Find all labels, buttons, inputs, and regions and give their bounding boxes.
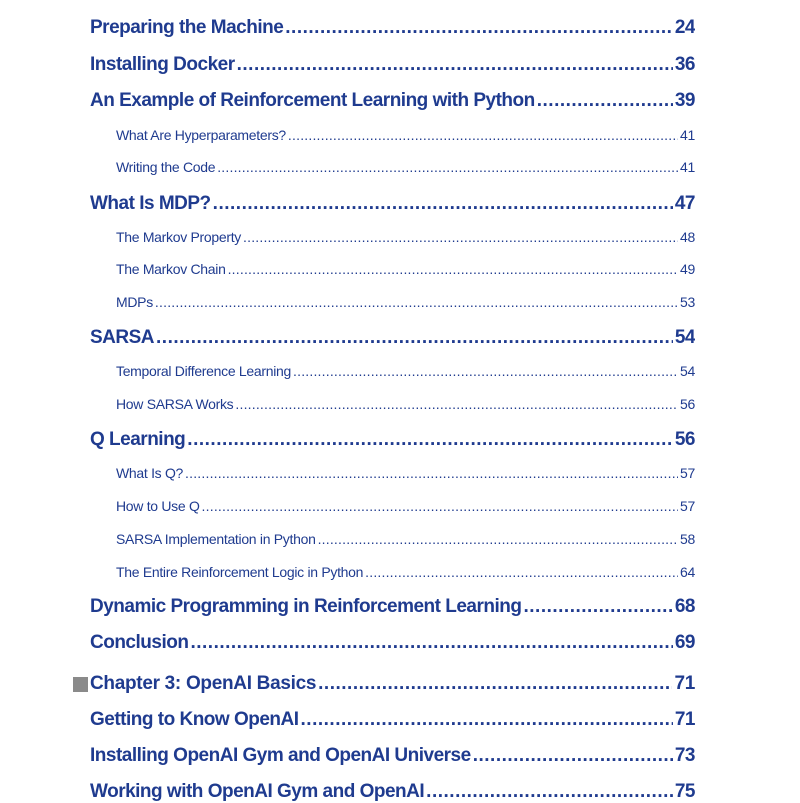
toc-entry-title: What Is Q? bbox=[116, 465, 184, 481]
toc-entry-title: The Markov Property bbox=[116, 229, 242, 245]
toc-subentry[interactable] bbox=[116, 498, 695, 514]
toc-entry-title: What Is MDP? bbox=[90, 193, 211, 214]
toc-entry-title: Getting to Know OpenAI bbox=[90, 709, 299, 730]
toc-leader-dots bbox=[301, 709, 673, 731]
toc-entry-page: 58 bbox=[680, 531, 695, 547]
toc-leader-dots bbox=[523, 596, 672, 618]
toc-entry-page: 53 bbox=[680, 294, 695, 310]
toc-entry-page: 49 bbox=[680, 261, 695, 277]
toc-entry[interactable] bbox=[90, 90, 695, 112]
toc-leader-dots bbox=[537, 90, 673, 112]
toc-leader-dots bbox=[213, 193, 673, 215]
toc-entry-page: 57 bbox=[680, 465, 695, 481]
toc-entry-title: Writing the Code bbox=[116, 159, 216, 175]
toc-subentry[interactable] bbox=[116, 396, 695, 412]
toc-entry[interactable] bbox=[90, 709, 695, 731]
toc-subentry[interactable] bbox=[116, 159, 695, 175]
toc-entry-title: Installing Docker bbox=[90, 54, 235, 75]
toc-entry-page: 75 bbox=[674, 781, 695, 802]
toc-leader-dots bbox=[365, 564, 678, 580]
toc-entry-title: MDPs bbox=[116, 294, 153, 310]
toc-subentry[interactable] bbox=[116, 229, 695, 245]
toc-leader-dots bbox=[155, 294, 678, 310]
toc-entry-page: 69 bbox=[674, 632, 695, 653]
toc-entry-title: Temporal Difference Learning bbox=[116, 363, 292, 379]
toc-leader-dots bbox=[156, 327, 673, 349]
toc-leader-dots bbox=[228, 261, 678, 277]
toc-leader-dots bbox=[190, 632, 672, 654]
toc-leader-dots bbox=[237, 54, 673, 76]
toc-entry-title: The Entire Reinforcement Logic in Python bbox=[116, 564, 364, 580]
toc-leader-dots bbox=[185, 465, 678, 481]
toc-leader-dots bbox=[288, 127, 678, 143]
toc-entry-page: 73 bbox=[674, 745, 695, 766]
toc-entry[interactable] bbox=[90, 327, 695, 349]
toc-entry-title: How to Use Q bbox=[116, 498, 200, 514]
toc-subentry[interactable] bbox=[116, 564, 695, 580]
toc-subentry[interactable] bbox=[116, 531, 695, 547]
toc-leader-dots bbox=[187, 429, 673, 451]
toc-leader-dots bbox=[318, 531, 678, 547]
toc-leader-dots bbox=[293, 363, 678, 379]
toc-entry-page: 54 bbox=[680, 363, 695, 379]
toc-entry-page: 56 bbox=[680, 396, 695, 412]
toc-entry-title: Installing OpenAI Gym and OpenAI Universe bbox=[90, 745, 471, 766]
toc-entry[interactable] bbox=[90, 17, 695, 39]
toc-entry[interactable] bbox=[90, 596, 695, 618]
toc-entry-page: 41 bbox=[680, 159, 695, 175]
toc-entry-page: 64 bbox=[680, 564, 695, 580]
toc-entry-page: 36 bbox=[674, 54, 695, 75]
toc-entry-page: 48 bbox=[680, 229, 695, 245]
toc-entry-page: 39 bbox=[674, 90, 695, 111]
toc-entry[interactable] bbox=[90, 429, 695, 451]
toc-leader-dots bbox=[285, 17, 673, 39]
toc-entry-title: Dynamic Programming in Reinforcement Learning bbox=[90, 596, 522, 617]
toc-entry-page: 71 bbox=[674, 673, 695, 694]
toc-subentry[interactable] bbox=[116, 363, 695, 379]
toc-entry-title: SARSA bbox=[90, 327, 155, 348]
toc-entry-title: How SARSA Works bbox=[116, 396, 234, 412]
toc-entry-title: The Markov Chain bbox=[116, 261, 226, 277]
toc-chapter-entry[interactable] bbox=[90, 673, 695, 695]
toc-entry-title: Preparing the Machine bbox=[90, 17, 284, 38]
toc-entry-title: Chapter 3: OpenAI Basics bbox=[90, 673, 317, 694]
toc-entry-title: Working with OpenAI Gym and OpenAI bbox=[90, 781, 425, 802]
toc-leader-dots bbox=[202, 498, 678, 514]
toc-entry[interactable] bbox=[90, 632, 695, 654]
toc-leader-dots bbox=[217, 159, 678, 175]
toc-entry-title: Q Learning bbox=[90, 429, 186, 450]
toc-leader-dots bbox=[235, 396, 678, 412]
toc-entry-title: Conclusion bbox=[90, 632, 189, 653]
toc-entry-page: 54 bbox=[674, 327, 695, 348]
toc-entry-title: SARSA Implementation in Python bbox=[116, 531, 316, 547]
toc-entry-title: What Are Hyperparameters? bbox=[116, 127, 286, 143]
toc-entry-page: 68 bbox=[674, 596, 695, 617]
chapter-marker-icon bbox=[73, 677, 88, 692]
toc-leader-dots bbox=[473, 745, 673, 767]
toc-entry[interactable] bbox=[90, 54, 695, 76]
toc-entry-page: 56 bbox=[674, 429, 695, 450]
toc-entry-page: 24 bbox=[674, 17, 695, 38]
toc-subentry[interactable] bbox=[116, 294, 695, 310]
toc-subentry[interactable] bbox=[116, 465, 695, 481]
toc-entry-page: 41 bbox=[680, 127, 695, 143]
toc-entry-page: 47 bbox=[674, 193, 695, 214]
toc-entry-page: 71 bbox=[674, 709, 695, 730]
toc-entry[interactable] bbox=[90, 745, 695, 767]
toc-entry[interactable] bbox=[90, 193, 695, 215]
toc-entry-title: An Example of Reinforcement Learning with Python bbox=[90, 90, 535, 111]
toc-entry-page: 57 bbox=[680, 498, 695, 514]
toc-subentry[interactable] bbox=[116, 261, 695, 277]
toc-leader-dots bbox=[318, 673, 672, 695]
toc-subentry[interactable] bbox=[116, 127, 695, 143]
toc-leader-dots bbox=[243, 229, 678, 245]
